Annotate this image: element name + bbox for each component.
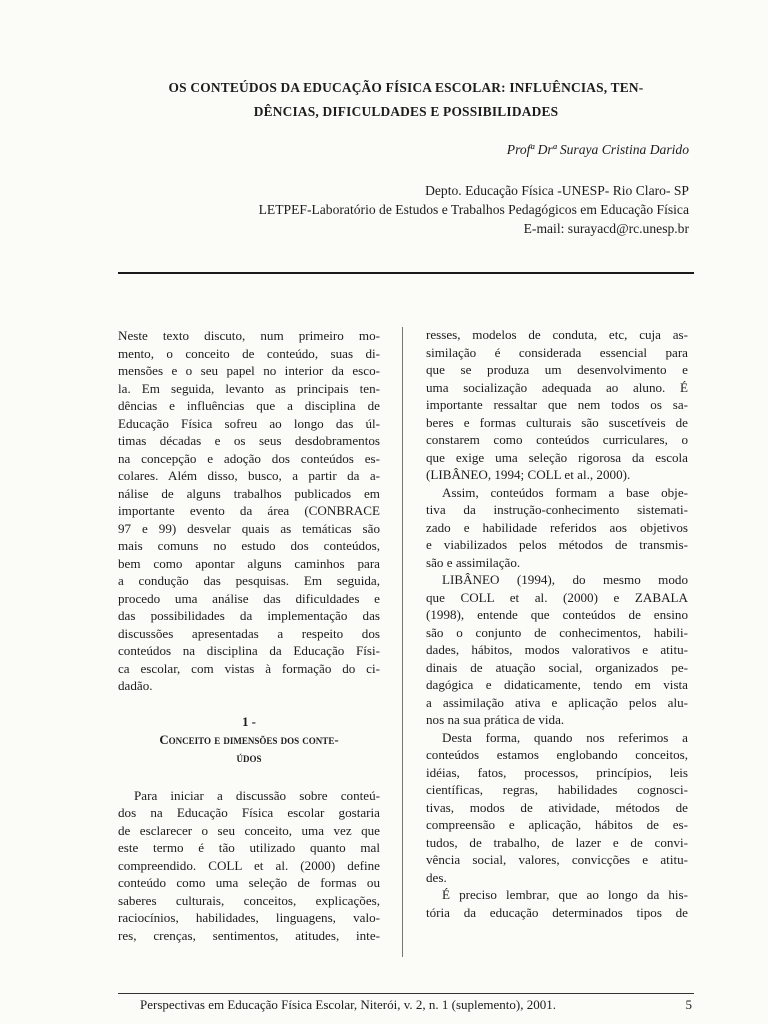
text-line: dências e influências que a disciplina de bbox=[118, 398, 380, 413]
text-line: procedo uma análise das dificuldades e bbox=[118, 590, 380, 606]
right-column bbox=[426, 326, 688, 921]
text-line: importante evento da área (CONBRACE bbox=[118, 503, 380, 518]
paper-title bbox=[118, 76, 694, 124]
column-divider bbox=[402, 327, 403, 957]
text-line: vência social, valores, convicções e atitu- bbox=[426, 852, 688, 867]
text-line: tiva da instrução-conhecimento sistemati- bbox=[426, 502, 688, 517]
text-line: Educação Física sofreu ao longo das úl- bbox=[118, 415, 380, 431]
text-line: (LIBÂNEO, 1994; COLL et al., 2000). bbox=[426, 467, 631, 482]
text-line: tudos, de trabalho, de lazer e de convi- bbox=[426, 834, 688, 850]
text-line: conteúdos na disciplina da Educação Físi- bbox=[118, 643, 380, 658]
text-line: que se produza um desenvolvimento e bbox=[426, 362, 688, 377]
text-line: bem como apontar alguns caminhos para bbox=[118, 555, 380, 571]
text-line: beres e formas culturais são suscetíveis de bbox=[426, 414, 688, 430]
text-line: É preciso lembrar, que ao longo da his- bbox=[442, 887, 688, 902]
text-line: conteúdos estamos englobando conceitos, bbox=[426, 747, 688, 762]
text-line: resses, modelos de conduta, etc, cuja as- bbox=[426, 327, 688, 342]
text-line: saberes culturais, conceitos, explicações, bbox=[118, 892, 380, 908]
text-line: res, crenças, sentimentos, atitudes, inte- bbox=[118, 927, 380, 943]
title-line-2: DÊNCIAS, DIFICULDADES E POSSIBILIDADES bbox=[253, 104, 559, 119]
text-line: Assim, conteúdos formam a base obje- bbox=[442, 484, 688, 500]
text-line: de esclarecer o seu conceito, uma vez que bbox=[118, 822, 380, 838]
text-line: conteúdo como uma seleção de formas ou bbox=[118, 875, 380, 890]
text-line: timas décadas e os seus desdobramentos bbox=[118, 433, 380, 448]
text-line: dinais de atuação social, organizados pe- bbox=[426, 659, 688, 675]
author-name: Profª Drª Suraya Cristina Darido bbox=[506, 142, 689, 157]
text-line: que exige uma seleção rigorosa da escola bbox=[426, 449, 688, 465]
text-line: nálise de alguns trabalhos publicados em bbox=[118, 485, 380, 501]
text-line: dadão. bbox=[118, 678, 153, 693]
text-line: compreendido. COLL et al. (2000) define bbox=[118, 857, 380, 873]
left-column bbox=[118, 327, 380, 944]
text-line: nos na sua prática de vida. bbox=[426, 712, 565, 727]
text-line: zado e habilidade referidos aos objetivos bbox=[426, 519, 688, 535]
text-line: (1998), entende que conteúdos de ensino bbox=[426, 607, 688, 622]
text-line: mensões e o seu papel no interior da esco- bbox=[118, 363, 380, 378]
text-line: são e assimilação. bbox=[426, 554, 521, 570]
text-line: e viabilizados pelos métodos de transmis- bbox=[426, 537, 688, 552]
text-line: dos na Educação Física escolar gostaria bbox=[118, 805, 380, 820]
body-paragraph bbox=[118, 787, 380, 945]
body-paragraph bbox=[426, 729, 688, 887]
text-line: constarem como conteúdos curriculares, o bbox=[426, 432, 688, 447]
text-line: a assimilação ativa e aplicação pelos alu- bbox=[426, 694, 688, 710]
affiliation-block bbox=[259, 181, 689, 238]
header-divider bbox=[118, 272, 694, 274]
footer-divider bbox=[118, 993, 694, 994]
text-line: Desta forma, quando nos referimos a bbox=[442, 729, 688, 745]
text-line: compreensão e aplicação, hábitos de es- bbox=[426, 817, 688, 832]
text-line: similação é considerada essencial para bbox=[426, 344, 688, 360]
text-line: que COLL et al. (2000) e ZABALA bbox=[426, 589, 688, 605]
section-title-line-1: Conceito e dimensões dos conte- bbox=[159, 732, 339, 747]
page-number: 5 bbox=[685, 997, 692, 1012]
text-line: são o conjunto de conhecimentos, habili- bbox=[426, 624, 688, 640]
text-line: na concepção e adoção dos conteúdos es- bbox=[118, 450, 380, 466]
text-line: tivas, modos de atividade, métodos de bbox=[426, 799, 688, 815]
title-line-1: OS CONTEÚDOS DA EDUCAÇÃO FÍSICA ESCOLAR: INFLUÊNCIAS, TEN- bbox=[168, 80, 644, 95]
abstract-paragraph bbox=[118, 327, 380, 695]
text-line: idéias, fatos, processos, princípios, leis bbox=[426, 764, 688, 780]
text-line: científicas, regras, habilidades cognosci- bbox=[426, 782, 688, 797]
text-line: Para iniciar a discussão sobre conteú- bbox=[134, 787, 380, 803]
section-heading bbox=[118, 713, 380, 767]
text-line: mento, o conceito de conteúdo, suas di- bbox=[118, 345, 380, 361]
text-line: discussões apresentadas a respeito dos bbox=[118, 625, 380, 641]
text-line: ca escolar, com vistas à formação do ci- bbox=[118, 660, 380, 676]
text-line: LIBÂNEO (1994), do mesmo modo bbox=[442, 572, 688, 587]
affiliation-department: Depto. Educação Física -UNESP- Rio Claro- SP bbox=[425, 183, 689, 198]
text-line: Neste texto discuto, num primeiro mo- bbox=[118, 328, 380, 343]
text-line: importante ressaltar que nem todos os sa- bbox=[426, 397, 688, 412]
text-line: 97 e 99) desvelar quais as temáticas são bbox=[118, 520, 380, 536]
journal-citation: Perspectivas em Educação Física Escolar, Niterói, v. 2, n. 1 (suplemento), 2001. bbox=[140, 997, 556, 1012]
text-line: tória da educação determinados tipos de bbox=[426, 904, 688, 920]
body-paragraph bbox=[426, 571, 688, 729]
text-line: raciocínios, habilidades, linguagens, valo- bbox=[118, 910, 380, 925]
text-line: este termo é tão utilizado quanto mal bbox=[118, 840, 380, 855]
affiliation-email: E-mail: surayacd@rc.unesp.br bbox=[523, 221, 689, 236]
text-line: das possibilidades da implementação das bbox=[118, 608, 380, 623]
section-number: 1 - bbox=[242, 714, 256, 729]
body-paragraph bbox=[426, 484, 688, 572]
text-line: dagógica e didaticamente, tendo em vista bbox=[426, 677, 688, 692]
text-line: colares. Além disso, busco, a partir da a- bbox=[118, 468, 380, 483]
body-paragraph bbox=[426, 886, 688, 921]
text-line: a condução das pesquisas. Em seguida, bbox=[118, 573, 380, 588]
text-line: dades, hábitos, modos valorativos e atitu- bbox=[426, 642, 688, 657]
text-line: la. Em seguida, levanto as principais ten- bbox=[118, 380, 380, 396]
text-line: uma socialização adequada ao aluno. É bbox=[426, 379, 688, 395]
section-title-line-2: údos bbox=[236, 750, 262, 765]
text-line: mais comuns no estudo dos conteúdos, bbox=[118, 538, 380, 553]
affiliation-lab: LETPEF-Laboratório de Estudos e Trabalhos Pedagógicos em Educação Física bbox=[258, 202, 689, 217]
body-paragraph bbox=[426, 326, 688, 484]
text-line: des. bbox=[426, 869, 447, 885]
